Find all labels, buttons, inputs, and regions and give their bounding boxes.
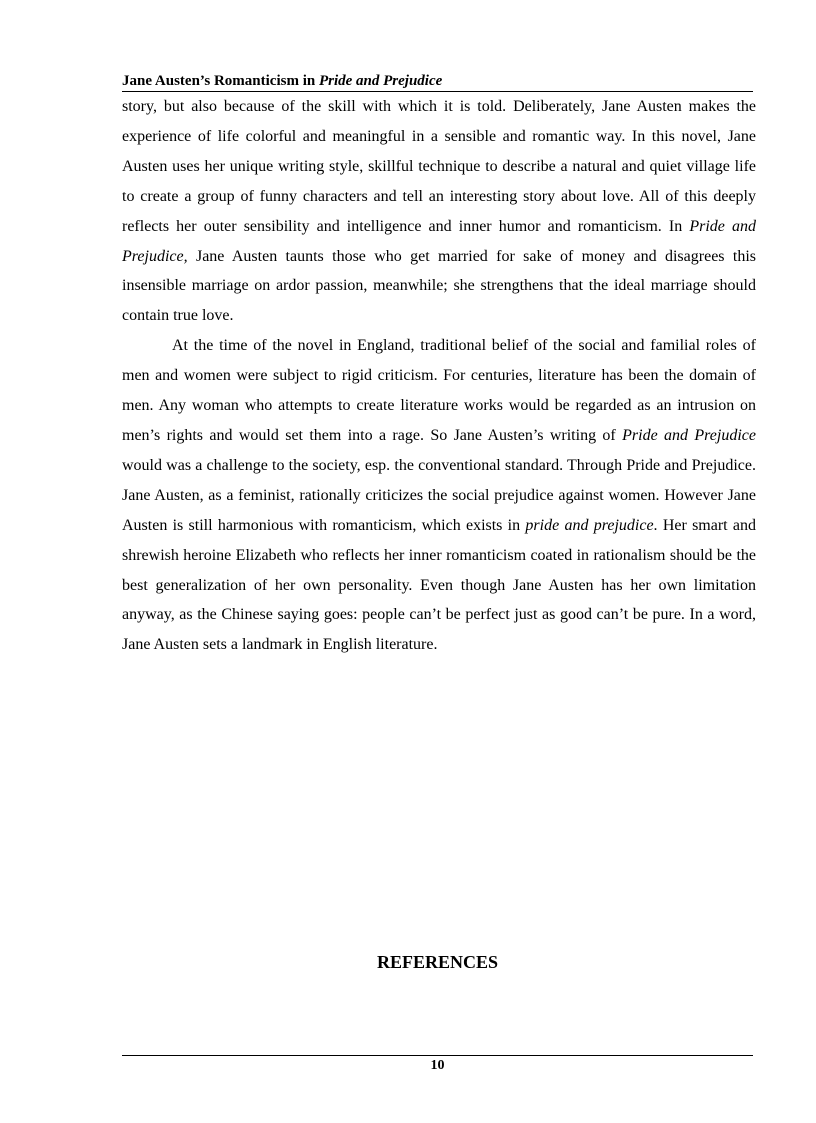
paragraph-2-text-a: At the time of the novel in England, traditional belief of the social and familial roles of men and women were subject to rigid criticism. For centuries, literature has been the domain of men. Any woman who attempts to create literature works would be regarded as an intrusion on men’s rights and would set them into a rage. So Jane Austen’s writing of (122, 337, 756, 444)
footer-divider (122, 1055, 753, 1056)
paragraph-2-text-c: . Her smart and shrewish heroine Elizabeth who reflects her inner romanticism coated in rationalism should be the best generalization of her own personality. Even though Jane Austen has her own limitation anyway, as the Chinese saying goes: people can’t be perfect just as good can’t be pure. In a word, Jane Austen sets a landmark in English literature. (122, 516, 756, 654)
paragraph-1 (122, 92, 756, 331)
body-text (122, 92, 756, 660)
paragraph-2-text-b: would was a challenge to the society, esp. the conventional standard. Through Pride and Prejudice. Jane Austen, as a feminist, rationally criticizes the social prejudice against women. However Jane Austen is still harmonious with romanticism, which exists in (122, 456, 756, 534)
header-title-italic: Pride and Prejudice (318, 73, 443, 89)
paragraph-1-text-b: Jane Austen taunts those who get married for sake of money and disagrees this insensible marriage on ardor passion, meanwhile; she strengthens that the ideal marriage should contain true love. (122, 247, 756, 325)
page-number: 10 (430, 1058, 445, 1073)
paragraph-1-italic-title: Pride and Prejudice, (122, 217, 757, 265)
running-header (122, 72, 753, 92)
paragraph-2 (122, 331, 756, 660)
references-heading: REFERENCES (376, 952, 499, 972)
paragraph-2-italic-title-1: Pride and Prejudice (622, 426, 756, 444)
paragraph-1-text-a: story, but also because of the skill with which it is told. Deliberately, Jane Austen makes the experience of life colorful and meaningful in a sensible and romantic way. In this novel, Jane Austen uses her unique writing style, skillful technique to describe a natural and quiet village life to create a group of funny characters and tell an interesting story about love. All of this deeply reflects her outer sensibility and intelligence and inner humor and romanticism. In (122, 98, 756, 235)
header-title: Jane Austen’s Romanticism in (122, 73, 319, 89)
paragraph-2-italic-title-2: pride and prejudice (525, 516, 654, 534)
